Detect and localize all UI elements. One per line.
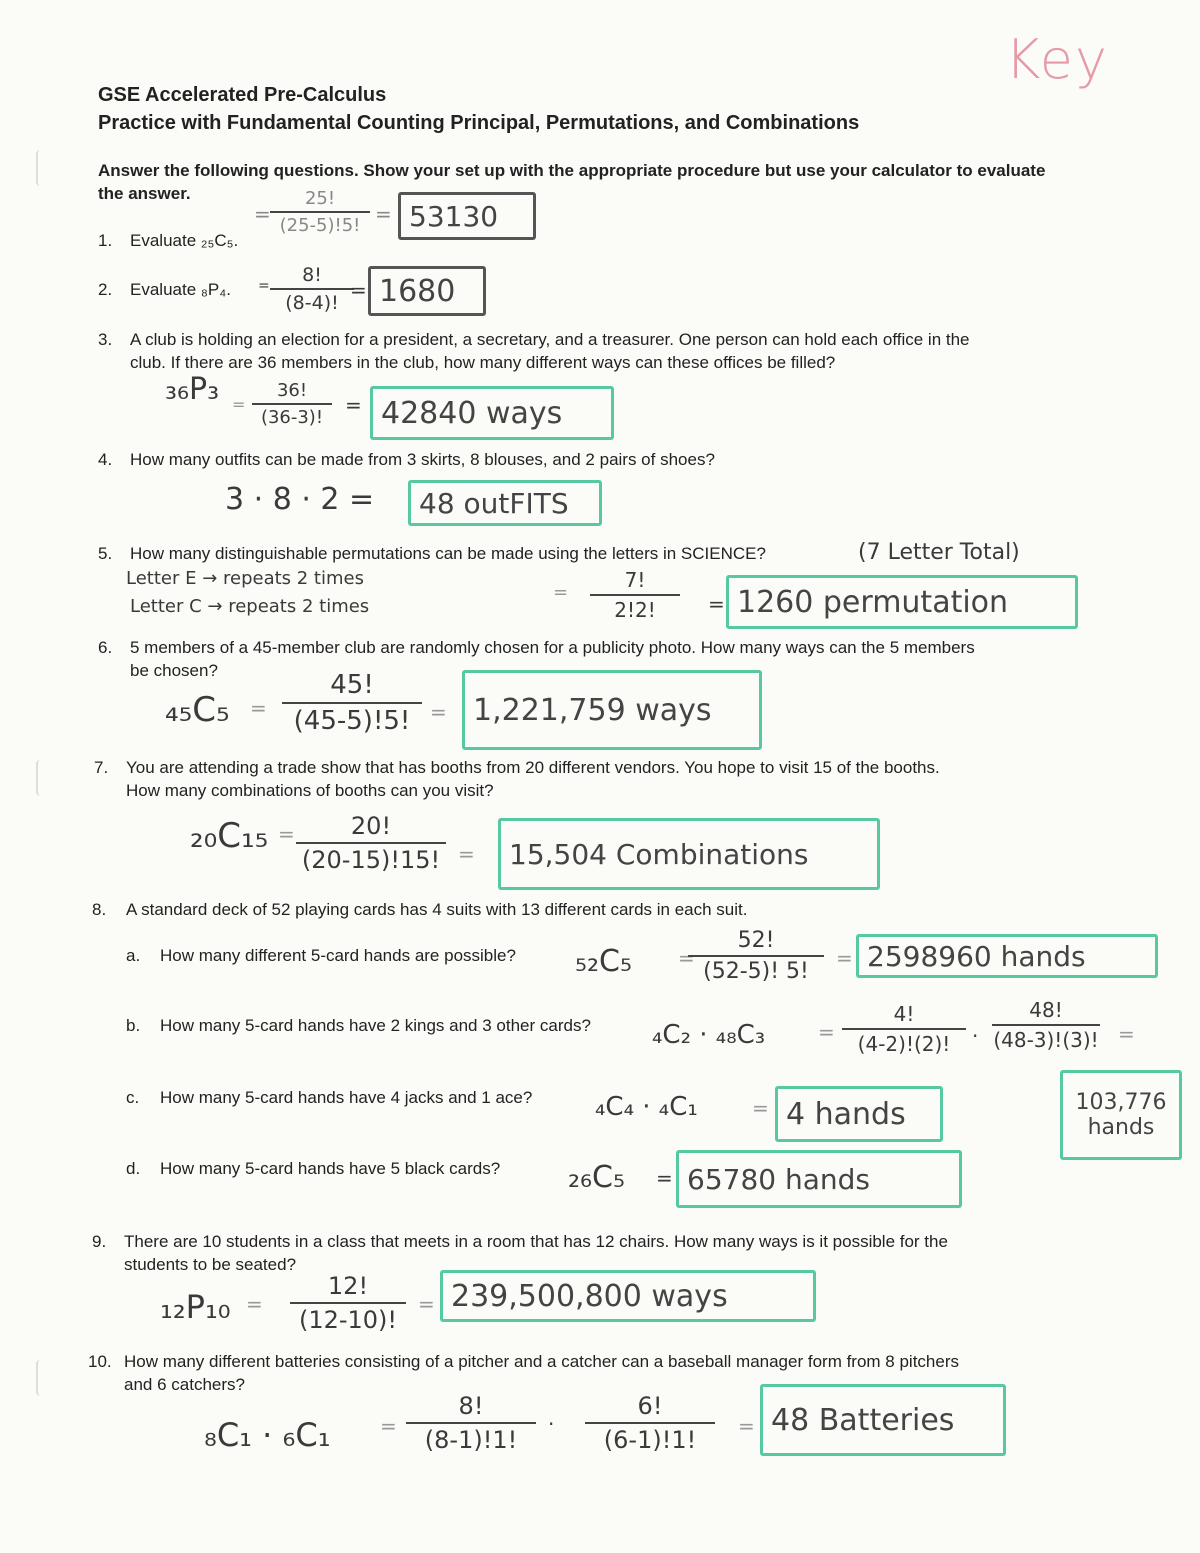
q10-setup: ₈C₁ · ₆C₁ xyxy=(204,1416,331,1454)
q3-answer-box: 42840 ways xyxy=(370,386,614,440)
q5-number: 5. xyxy=(98,544,113,563)
q8c-label: c. xyxy=(126,1088,140,1107)
q2-text: Evaluate ₈P₄. xyxy=(130,280,231,299)
q8b-dot: · xyxy=(972,1024,979,1048)
q6-frac-den: (45-5)!5! xyxy=(293,706,411,736)
q3-fraction xyxy=(252,380,332,428)
q7-frac-num: 20! xyxy=(296,812,446,844)
q10-line-2: and 6 catchers? xyxy=(124,1375,245,1394)
q3-frac-den: (36-3)! xyxy=(260,407,324,428)
q8b-frac1-num: 4! xyxy=(842,1002,966,1030)
q3-equals: = xyxy=(232,395,246,414)
q9-frac-num: 12! xyxy=(290,1272,406,1304)
q5-equals-2: = xyxy=(708,592,725,616)
q5-work-1: Letter E → repeats 2 times xyxy=(126,568,364,589)
q7-fraction xyxy=(296,812,446,874)
q9-line-2: students to be seated? xyxy=(124,1255,297,1274)
q8a-frac-num: 52! xyxy=(688,928,824,957)
q9-line-1: There are 10 students in a class that meets in a room that has 12 chairs. How many ways is it possible for the xyxy=(124,1232,948,1251)
q8b-text: How many 5-card hands have 2 kings and 3 other cards? xyxy=(160,1016,591,1035)
q1-frac-den: (25-5)!5! xyxy=(279,215,361,236)
q2-equals-2: = xyxy=(350,278,367,302)
q6-equals: = xyxy=(250,696,267,720)
q7-frac-den: (20-15)!15! xyxy=(301,846,441,874)
q10-equals: = xyxy=(380,1414,397,1438)
q3-line-2: club. If there are 36 members in the club, how many different ways can these offices be filled? xyxy=(130,353,836,372)
q8d-equals: = xyxy=(656,1166,673,1190)
q7-number: 7. xyxy=(94,758,109,777)
instructions-line-2: the answer. xyxy=(98,184,191,203)
q8d-text: How many 5-card hands have 5 black cards? xyxy=(160,1159,501,1178)
q1-fraction xyxy=(270,188,370,236)
q3-equals-2: = xyxy=(345,393,362,417)
q9-setup: ₁₂P₁₀ xyxy=(160,1288,231,1326)
q1-frac-num: 25! xyxy=(270,188,370,213)
worksheet-title: Practice with Fundamental Counting Principal, Permutations, and Combinations xyxy=(98,112,860,134)
q1-answer-box: 53130 xyxy=(398,192,536,240)
q5-equals: = xyxy=(553,582,569,603)
q7-equals-2: = xyxy=(458,842,475,866)
q8a-label: a. xyxy=(126,946,141,965)
q6-number: 6. xyxy=(98,638,113,657)
q7-setup: ₂₀C₁₅ xyxy=(190,816,269,856)
q8d-label: d. xyxy=(126,1159,141,1178)
q2-frac-num: 8! xyxy=(270,264,354,290)
q8-number: 8. xyxy=(92,900,107,919)
q5-work-2: Letter C → repeats 2 times xyxy=(130,596,370,617)
q10-frac1-num: 8! xyxy=(406,1392,536,1424)
q8b-fraction-2 xyxy=(992,998,1100,1052)
q7-answer-box: 15,504 Combinations xyxy=(498,818,880,890)
q2-number: 2. xyxy=(98,280,113,299)
q10-frac2-num: 6! xyxy=(585,1392,715,1424)
q5-note: (7 Letter Total) xyxy=(858,540,1020,565)
q10-frac1-den: (8-1)!1! xyxy=(424,1426,518,1454)
q8a-equals-2: = xyxy=(836,946,853,970)
q10-answer-box: 48 Batteries xyxy=(760,1384,1006,1456)
q3-line-1: A club is holding an election for a president, a secretary, and a treasurer. One person can hold each office in the xyxy=(130,330,970,349)
margin-mark xyxy=(36,150,44,186)
q4-answer-box: 48 outFITS xyxy=(408,480,602,526)
q8a-fraction xyxy=(688,928,824,984)
q6-frac-num: 45! xyxy=(282,670,422,704)
q10-fraction-2 xyxy=(585,1392,715,1454)
q6-line-2: be chosen? xyxy=(130,661,218,680)
q8-text: A standard deck of 52 playing cards has 4 suits with 13 different cards in each suit. xyxy=(126,900,748,919)
q1-text: Evaluate ₂₅C₅. xyxy=(130,231,239,250)
q9-fraction xyxy=(290,1272,406,1334)
q10-fraction-1 xyxy=(406,1392,536,1454)
q4-work: 3 · 8 · 2 = xyxy=(225,482,375,517)
q1-equals: = xyxy=(254,202,271,226)
q2-fraction xyxy=(270,264,354,314)
q6-setup: ₄₅C₅ xyxy=(165,690,230,730)
q10-number: 10. xyxy=(88,1352,112,1371)
q5-frac-num: 7! xyxy=(590,568,680,596)
q8b-frac2-num: 48! xyxy=(992,998,1100,1026)
q7-line-1: You are attending a trade show that has booths from 20 different vendors. You hope to visit 15 of the booths. xyxy=(126,758,940,777)
q9-frac-den: (12-10)! xyxy=(298,1306,398,1334)
q1-number: 1. xyxy=(98,231,113,250)
q10-line-1: How many different batteries consisting of a pitcher and a catcher can a baseball manager form from 8 pitchers xyxy=(124,1352,960,1371)
q7-equals: = xyxy=(278,822,295,846)
margin-mark xyxy=(36,760,44,796)
course-title: GSE Accelerated Pre-Calculus xyxy=(98,84,387,106)
q7-line-2: How many combinations of booths can you visit? xyxy=(126,781,494,800)
q5-answer-box: 1260 permutation xyxy=(726,575,1078,629)
q8c-equals: = xyxy=(752,1096,769,1120)
q8b-frac1-den: (4-2)!(2)! xyxy=(857,1032,951,1056)
answer-key-label: Key xyxy=(1005,28,1109,91)
q3-number: 3. xyxy=(98,330,113,349)
instructions-line-1: Answer the following questions. Show your set up with the appropriate procedure but use your calculator to evaluate xyxy=(98,161,1046,180)
q6-fraction xyxy=(282,670,422,736)
q10-equals-2: = xyxy=(738,1414,755,1438)
q9-equals: = xyxy=(246,1292,263,1316)
q9-answer-box: 239,500,800 ways xyxy=(440,1270,816,1322)
q10-frac2-den: (6-1)!1! xyxy=(603,1426,697,1454)
q8a-answer-box: 2598960 hands xyxy=(856,934,1158,978)
q3-frac-num: 36! xyxy=(252,380,332,405)
q6-equals-2: = xyxy=(430,700,447,724)
q8c-setup: ₄C₄ · ₄C₁ xyxy=(595,1092,698,1122)
q8b-fraction-1 xyxy=(842,1002,966,1056)
q9-equals-2: = xyxy=(418,1292,435,1316)
q8b-setup: ₄C₂ · ₄₈C₃ xyxy=(652,1020,766,1050)
q5-text: How many distinguishable permutations can be made using the letters in SCIENCE? xyxy=(130,544,766,563)
q8c-text: How many 5-card hands have 4 jacks and 1 ace? xyxy=(160,1088,533,1107)
q5-fraction xyxy=(590,568,680,622)
q8b-label: b. xyxy=(126,1016,141,1035)
q2-equals: = xyxy=(258,278,270,294)
q8a-equals: = xyxy=(678,946,695,970)
q6-answer-box: 1,221,759 ways xyxy=(462,670,762,750)
q8b-answer-line-2: hands xyxy=(1087,1115,1155,1140)
q9-number: 9. xyxy=(92,1232,107,1251)
q2-frac-den: (8-4)! xyxy=(285,292,339,314)
q8b-equals: = xyxy=(818,1020,835,1044)
q2-answer-box: 1680 xyxy=(368,266,486,316)
margin-mark xyxy=(36,1360,44,1396)
q8d-setup: ₂₆C₅ xyxy=(568,1160,626,1195)
q8d-answer-box: 65780 hands xyxy=(676,1150,962,1208)
q1-equals-2: = xyxy=(375,202,392,226)
q8a-text: How many different 5-card hands are possible? xyxy=(160,946,516,965)
q8a-setup: ₅₂C₅ xyxy=(575,944,633,979)
q8b-equals-2: = xyxy=(1118,1022,1135,1046)
q8c-answer-box: 4 hands xyxy=(775,1086,943,1142)
q4-number: 4. xyxy=(98,450,113,469)
q10-dot: · xyxy=(548,1412,555,1436)
q6-line-1: 5 members of a 45-member club are randomly chosen for a publicity photo. How many ways can the 5 members xyxy=(130,638,975,657)
q8b-answer-line-1: 103,776 xyxy=(1075,1090,1167,1115)
q8a-frac-den: (52-5)! 5! xyxy=(703,959,809,984)
q4-text: How many outfits can be made from 3 skirts, 8 blouses, and 2 pairs of shoes? xyxy=(130,450,715,469)
q3-setup: ₃₆P₃ xyxy=(165,372,220,407)
q8b-answer-box xyxy=(1060,1070,1182,1160)
q8b-frac2-den: (48-3)!(3)! xyxy=(993,1028,1099,1052)
q5-frac-den: 2!2! xyxy=(614,598,656,622)
